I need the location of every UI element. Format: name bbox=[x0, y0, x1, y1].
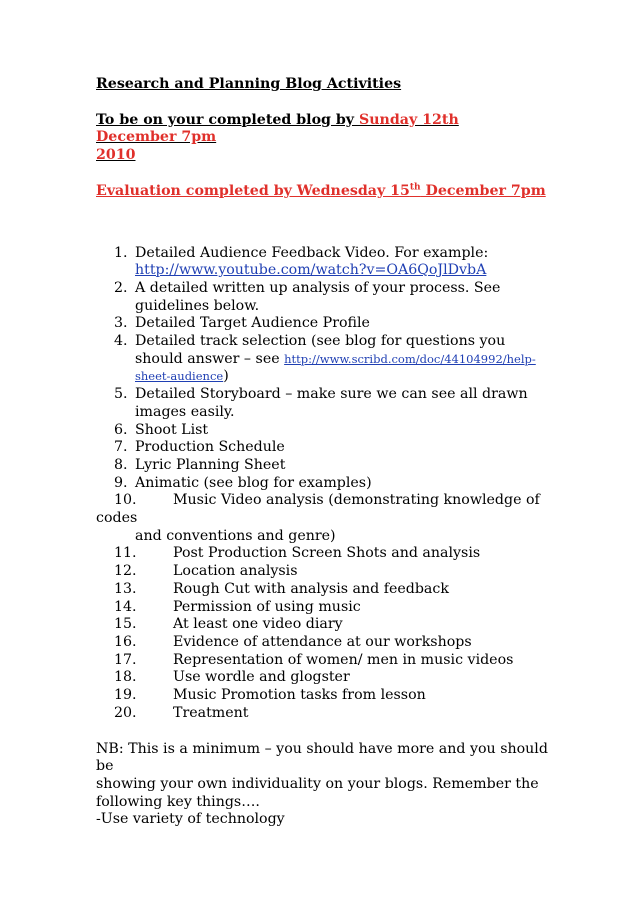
list-text: Detailed Storyboard – make sure we can see all drawn images easily. bbox=[135, 386, 528, 420]
list-number: 1. bbox=[114, 244, 128, 261]
list-item bbox=[96, 333, 556, 386]
document-body bbox=[96, 76, 556, 829]
list-text: Production Schedule bbox=[135, 439, 285, 456]
list-text: Location analysis bbox=[173, 563, 298, 580]
list-text: Animatic (see blog for examples) bbox=[135, 474, 372, 491]
list-text: At least one video diary bbox=[173, 616, 343, 633]
list-item bbox=[96, 545, 556, 563]
evaluation-prefix: Evaluation completed by Wednesday 15 bbox=[96, 182, 410, 199]
deadline-year: 2010 bbox=[96, 147, 136, 164]
list-item bbox=[96, 705, 556, 723]
list-text: Detailed track selection (see blog for questions you should answer – see bbox=[135, 333, 506, 367]
nb-paragraph bbox=[96, 741, 556, 830]
list-text: A detailed written up analysis of your process. See guidelines below. bbox=[135, 279, 501, 314]
list-text-cont: and conventions and genre) bbox=[135, 527, 336, 544]
list-number: 3. bbox=[114, 315, 128, 332]
list-number: 14. bbox=[114, 598, 137, 615]
list-item bbox=[96, 599, 556, 617]
list-text: Detailed Target Audience Profile bbox=[135, 315, 370, 332]
list-text-after: ) bbox=[223, 368, 229, 385]
list-number: 15. bbox=[114, 616, 137, 633]
nb-line: following key things…. bbox=[96, 793, 260, 810]
list-number: 5. bbox=[114, 386, 128, 403]
list-number: 13. bbox=[114, 580, 137, 597]
list-number: 6. bbox=[114, 421, 128, 438]
deadline-prefix: To be on your completed blog by bbox=[96, 111, 359, 128]
youtube-link[interactable]: http://www.youtube.com/watch?v=OA6QoJlDvbA bbox=[135, 262, 487, 279]
list-text: Treatment bbox=[173, 704, 249, 721]
list-item bbox=[96, 634, 556, 652]
list-item bbox=[96, 386, 556, 421]
list-number: 7. bbox=[114, 439, 128, 456]
nb-line: NB: This is a minimum – you should have more and you should be bbox=[96, 740, 548, 775]
list-number: 16. bbox=[114, 633, 137, 650]
list-item bbox=[96, 457, 556, 475]
list-text: Music Promotion tasks from lesson bbox=[173, 687, 426, 704]
list-text: Shoot List bbox=[135, 421, 209, 438]
list-item bbox=[96, 616, 556, 634]
evaluation-suffix: December 7pm bbox=[420, 182, 546, 199]
list-item bbox=[96, 475, 556, 493]
list-number: 11. bbox=[114, 545, 137, 562]
evaluation-sup: th bbox=[409, 182, 421, 193]
list-number: 10. bbox=[114, 492, 137, 509]
list-item bbox=[96, 422, 556, 440]
list-text: Evidence of attendance at our workshops bbox=[173, 633, 472, 650]
list-number: 20. bbox=[114, 704, 137, 721]
page-title: Research and Planning Blog Activities bbox=[96, 76, 402, 92]
list-number: 19. bbox=[114, 687, 137, 704]
list-item bbox=[96, 280, 556, 315]
nb-line: -Use variety of technology bbox=[96, 811, 285, 828]
list-number: 18. bbox=[114, 669, 137, 686]
list-item bbox=[96, 245, 556, 280]
list-number: 4. bbox=[114, 333, 128, 350]
deadline-date: Sunday 12th December 7pm bbox=[96, 111, 459, 146]
list-text: Representation of women/ men in music videos bbox=[173, 651, 514, 668]
list-text: Use wordle and glogster bbox=[173, 669, 350, 686]
nb-line: showing your own individuality on your blogs. Remember the bbox=[96, 775, 539, 792]
list-item bbox=[96, 669, 556, 687]
evaluation-deadline bbox=[96, 183, 556, 201]
list-text: Detailed Audience Feedback Video. For example: bbox=[135, 244, 489, 261]
list-number: 17. bbox=[114, 651, 137, 668]
list-item bbox=[96, 492, 556, 545]
list-text: Post Production Screen Shots and analysis bbox=[173, 545, 481, 562]
task-list bbox=[96, 245, 556, 723]
list-item bbox=[96, 439, 556, 457]
list-item bbox=[96, 581, 556, 599]
scribd-link[interactable]: http://www.scribd.com/doc/44104992/help-sheet-audience bbox=[135, 351, 536, 384]
deadline-line bbox=[96, 112, 536, 165]
list-text: Permission of using music bbox=[173, 598, 361, 615]
list-item bbox=[96, 563, 556, 581]
list-number: 12. bbox=[114, 563, 137, 580]
list-item bbox=[96, 687, 556, 705]
list-item bbox=[96, 315, 556, 333]
list-text: Lyric Planning Sheet bbox=[135, 456, 286, 473]
list-text: Rough Cut with analysis and feedback bbox=[173, 580, 449, 597]
list-number: 2. bbox=[114, 279, 128, 296]
list-item bbox=[96, 652, 556, 670]
list-number: 9. bbox=[114, 474, 128, 491]
list-text: Music Video analysis (demonstrating knowledge of codes bbox=[96, 492, 540, 527]
list-number: 8. bbox=[114, 456, 128, 473]
